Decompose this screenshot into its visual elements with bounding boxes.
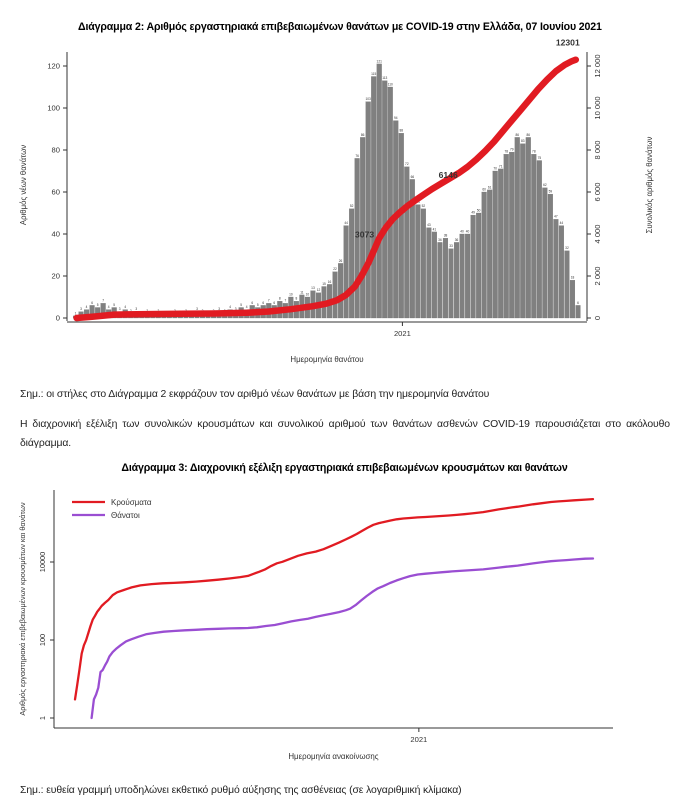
bar-value-label: 71 [498, 164, 503, 169]
bar-value-label: 62 [543, 183, 547, 188]
annotation-label: 3073 [355, 229, 375, 240]
bar-value-label: 43 [427, 223, 431, 228]
bar-value-label: 10 [289, 292, 293, 297]
bar-value-label: 4 [107, 305, 110, 309]
bar-value-label: 1 [162, 311, 165, 316]
bar [460, 234, 465, 318]
bar [526, 137, 531, 318]
tick-label: 10 000 [593, 96, 602, 120]
bar-value-label: 13 [311, 286, 315, 291]
bar-value-label: 2 [129, 309, 132, 314]
chart3-footnote: Σημ.: ευθεία γραμμή υποδηλώνει εκθετικό ρυθμό αύξησης της ασθένειας (σε λογαριθμική κλίμακα) [20, 785, 462, 796]
bar-value-label: 121 [376, 59, 382, 64]
bar-value-label: 1 [207, 311, 209, 316]
y-axis-left [19, 52, 67, 323]
chart2-title: Διάγραμμα 2: Αριθμός εργαστηριακά επιβεβαιωμένων θανάτων με COVID-19 στην Ελλάδα, 07 Ιουνίου 2021 [78, 21, 602, 33]
bar-value-label: 22 [333, 267, 337, 272]
bar [415, 205, 420, 318]
y-axis-title: Αριθμός εργαστηριακά επιβεβαιωμένων κρουσμάτων και θανάτων [18, 502, 27, 716]
chart2-footnote: Σημ.: οι στήλες στο Διάγραμμα 2 εκφράζουν τον αριθμό νέων θανάτων με βάση την ημερομηνία θανάτου [20, 389, 490, 400]
bar-value-label: 12 [316, 288, 321, 293]
bar [338, 263, 343, 318]
bar [476, 213, 481, 318]
bar-value-label: 4 [124, 305, 127, 309]
bar-value-label: 15 [322, 281, 326, 286]
tick-label: 40 [51, 229, 60, 239]
tick-label: 60 [51, 187, 60, 197]
bar-value-label: 40 [465, 229, 470, 234]
bar-value-label: 40 [460, 229, 464, 234]
legend-label: Θάνατοι [111, 510, 140, 520]
bar-value-label: 59 [548, 189, 553, 194]
bar-value-label: 2 [223, 309, 226, 314]
tick-label: 20 [51, 271, 60, 281]
bar [349, 209, 354, 318]
bar-value-label: 44 [344, 221, 348, 225]
bar-value-label: 16 [327, 279, 332, 284]
bar-value-label: 86 [526, 132, 531, 137]
bar-value-label: 32 [565, 246, 569, 251]
bar-value-label: 4 [229, 305, 232, 309]
tick-label: 6 000 [593, 182, 602, 202]
bar-value-label: 94 [394, 116, 398, 120]
bar-value-label: 61 [487, 185, 492, 190]
bars-series [73, 59, 580, 318]
bar-value-label: 49 [471, 210, 475, 215]
bar-value-label: 86 [515, 132, 520, 137]
bar-value-label: 36 [454, 237, 459, 242]
chart-cumulative-log [15, 482, 675, 762]
bar-value-label: 44 [559, 221, 564, 225]
bar [554, 219, 559, 318]
bar [487, 190, 492, 318]
bar-value-label: 103 [365, 97, 371, 102]
bar [509, 152, 514, 318]
bar-value-label: 7 [102, 298, 105, 303]
bar [404, 167, 409, 318]
bar-value-label: 60 [482, 187, 486, 192]
bar-value-label: 3 [80, 307, 82, 312]
bar [438, 242, 443, 318]
x-axis-title: Ημερομηνία θανάτου [290, 355, 364, 364]
bar-value-label: 2 [157, 309, 160, 314]
bar-value-label: 50 [476, 208, 481, 213]
bar-value-label: 26 [338, 258, 343, 263]
bar [542, 188, 547, 318]
bar-value-label: 4 [85, 305, 88, 309]
chart-daily-deaths [12, 36, 677, 381]
bar-value-label: 3 [196, 307, 198, 312]
bar-value-label: 2 [185, 309, 187, 314]
bar-value-label: 110 [387, 82, 393, 87]
bar-value-label: 2 [146, 309, 149, 314]
bar-value-label: 1 [179, 311, 182, 316]
tick-label: 2021 [410, 735, 428, 744]
cases-line [75, 499, 593, 699]
bar [531, 154, 536, 318]
bar [344, 226, 349, 318]
bar-value-label: 52 [349, 204, 354, 209]
tick-label: 1 [38, 715, 47, 721]
bar [498, 169, 503, 318]
bar [548, 194, 553, 318]
x-axis-title: Ημερομηνία ανακοίνωσης [288, 752, 379, 761]
bar-value-label: 2 [212, 309, 215, 314]
bar-value-label: 1 [151, 311, 154, 316]
bar-value-label: 6 [577, 300, 579, 305]
bar-value-label: 2 [201, 309, 204, 314]
bar [520, 144, 525, 318]
bar [565, 251, 570, 318]
tick-label: 80 [51, 145, 60, 155]
bar-value-label: 5 [113, 302, 116, 307]
bar-value-label: 86 [360, 132, 365, 137]
bar [449, 249, 454, 318]
y-axis-right-title: Συνολικός αριθμός θανάτων [645, 136, 654, 234]
bar-value-label: 72 [405, 162, 409, 167]
bar-value-label: 1 [74, 311, 77, 316]
bar [482, 192, 487, 318]
bar-value-label: 2 [174, 309, 176, 314]
tick-label: 8 000 [593, 140, 602, 160]
bar-value-label: 52 [421, 204, 426, 209]
bar [421, 209, 426, 318]
bar-value-label: 4 [245, 305, 248, 309]
bar [333, 272, 338, 318]
bar-value-label: 33 [449, 244, 453, 249]
bar-value-label: 7 [267, 298, 270, 303]
bar-value-label: 41 [432, 227, 437, 232]
bar-value-label: 1 [140, 311, 143, 316]
legend-label: Κρούσματα [111, 497, 152, 507]
bar [493, 171, 498, 318]
bar-value-label: 54 [416, 200, 420, 204]
bar [471, 215, 476, 318]
bar [360, 137, 365, 318]
bar [382, 81, 387, 318]
bar-value-label: 70 [493, 166, 497, 171]
bar [454, 242, 459, 318]
bar [427, 228, 432, 318]
bar-value-label: 6 [273, 300, 276, 305]
bar-value-label: 11 [300, 290, 304, 295]
bar [570, 280, 575, 318]
bar-value-label: 6 [262, 300, 265, 305]
bar [371, 77, 376, 319]
bar-value-label: 3 [218, 307, 220, 312]
bar-value-label: 5 [240, 302, 243, 307]
bar-value-label: 1 [190, 311, 193, 316]
bar-value-label: 88 [399, 128, 404, 133]
bar-value-label: 3 [135, 307, 138, 312]
bar-value-label: 3 [234, 307, 237, 312]
legend [72, 498, 152, 520]
bar [465, 234, 470, 318]
tick-label: 0 [593, 315, 602, 321]
annotation-label: 12301 [555, 37, 580, 48]
bar-value-label: 10 [305, 292, 310, 297]
bar-value-label: 18 [570, 275, 575, 280]
bar-value-label: 79 [509, 147, 514, 152]
bar [432, 232, 437, 318]
bar [559, 226, 564, 318]
bar [388, 87, 393, 318]
bar-value-label: 1 [168, 311, 171, 316]
bar-value-label: 47 [554, 214, 558, 219]
y-axis-right [587, 52, 654, 321]
tick-label: 120 [47, 61, 60, 71]
annotation-label: 6146 [438, 169, 458, 180]
bar [576, 305, 581, 318]
bar-value-label: 83 [521, 139, 525, 144]
bar-value-label: 36 [438, 237, 442, 242]
tick-label: 100 [38, 633, 47, 647]
bar-value-label: 38 [443, 233, 448, 238]
bar-value-label: 115 [371, 71, 377, 76]
bar-value-label: 78 [504, 149, 508, 154]
bar-value-label: 7 [284, 298, 287, 303]
bar-value-label: 66 [410, 174, 415, 179]
intro-paragraph: Η διαχρονική εξέλιξη των συνολικών κρουσμάτων και συνολικού αριθμού των θανάτων ασθενών COVID-19 παρουσιάζεται στο ακόλουθο διάγραμμα. [20, 419, 670, 449]
bar [515, 137, 520, 318]
tick-label: 0 [55, 313, 60, 323]
bar [537, 161, 542, 319]
x-axis [67, 322, 587, 364]
tick-label: 12 000 [593, 54, 602, 78]
bar [504, 154, 509, 318]
bar-value-label: 8 [278, 296, 281, 301]
tick-label: 2 000 [593, 266, 602, 286]
tick-label: 100 [47, 103, 60, 113]
tick-label: 2021 [393, 329, 411, 338]
bar-value-label: 75 [537, 155, 542, 160]
bar-value-label: 6 [91, 300, 93, 305]
bar-value-label: 76 [355, 153, 359, 158]
bar [399, 133, 404, 318]
bar-value-label: 5 [96, 302, 99, 307]
bar-value-label: 6 [251, 300, 254, 305]
bar [443, 238, 448, 318]
bar-value-label: 78 [532, 149, 536, 154]
y-axis [18, 490, 54, 728]
y-axis-left-title: Αριθμός νέων θανάτων [19, 144, 28, 226]
chart3-title: Διάγραμμα 3: Διαχρονική εξέλιξη εργαστηριακά επιβεβαιωμένων κρουσμάτων και θανάτων [121, 462, 568, 474]
tick-label: 4 000 [593, 224, 602, 244]
bar-value-label: 8 [295, 296, 298, 301]
x-axis [54, 728, 613, 761]
bar-value-label: 5 [256, 302, 259, 307]
bar-value-label: 113 [382, 76, 388, 81]
bar [366, 102, 371, 318]
bar [377, 64, 382, 318]
tick-label: 10000 [38, 551, 47, 573]
bar-value-label: 3 [118, 307, 121, 312]
